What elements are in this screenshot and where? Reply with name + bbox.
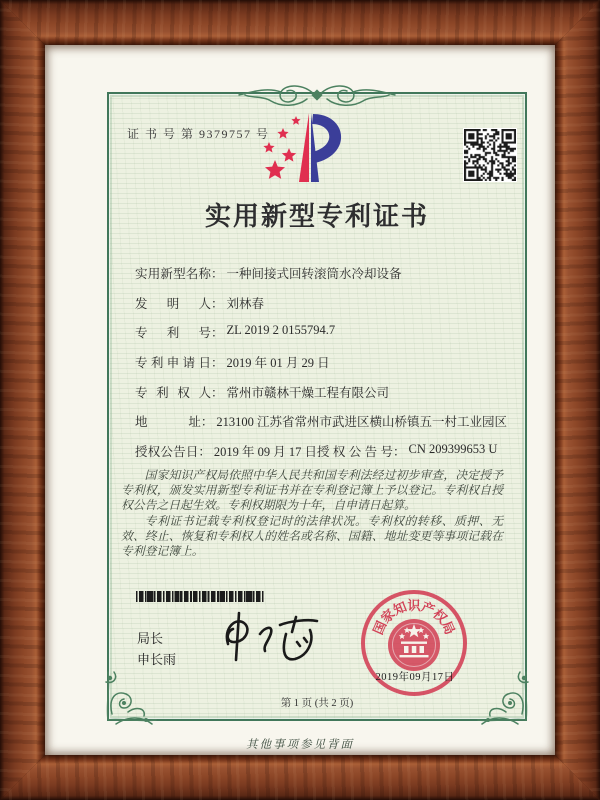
top-flourish-ornament [237,79,397,111]
legal-paragraph-2: 专利证书记载专利权登记时的法律状况。专利权的转移、质押、无效、终止、恢复和专利权人的姓名或名称、国籍、地址变更等事项记载在专利登记簿上。 [121,513,503,559]
legal-text [121,468,503,559]
svg-text:知: 知 [391,598,409,618]
page-number: 第 1 页 (共 2 页) [280,698,354,709]
national-emblem [388,619,440,671]
field-application-date: 专利申请日 ： 2019 年 01 月 29 日 [135,353,507,383]
field-value: 213100 江苏省常州市武进区横山桥镇五一村工业园区 [216,415,507,430]
barcode [136,591,264,602]
field-label: 地址 [135,415,201,430]
certificate-border-box [107,92,527,721]
signer-role: 局长 [137,631,164,646]
field-value: 常州市赣林干燥工程有限公司 [226,385,390,400]
certificate-number: 证 书 号 第 9379757 号 [127,127,270,141]
legal-paragraph-1: 国家知识产权局依照中华人民共和国专利法经过初步审查，决定授予专利权，颁发实用新型专利证书并在专利登记簿上予以登记。专利权自授权公告之日起生效。专利权期限为十年，自申请日起算。 [121,468,503,513]
signer-block [137,628,176,670]
svg-text:局: 局 [438,618,458,637]
field-patent-number: 专利号 ： ZL 2019 2 0155794.7 [135,323,336,341]
field-label: 授权公告日 [135,445,199,460]
field-utility-model-name: 实用新型名称 ： 一种间接式回转滚筒水冷却设备 [135,264,507,294]
picture-frame-bottom [0,755,600,800]
svg-text:国: 国 [370,618,390,637]
svg-text:权: 权 [430,606,450,626]
seal-date: 2019年09月17日 [375,672,455,683]
svg-text:识: 识 [407,598,421,613]
field-value: CN 209399653 U [408,442,498,457]
back-side-note: 其他事项参见背面 [246,739,354,751]
field-value: 2019 年 01 月 29 日 [226,356,330,371]
field-value: ZL 2019 2 0155794.7 [226,323,336,338]
field-value: 刘林春 [226,296,265,311]
qr-code [463,128,517,182]
cnipa-logo-icon [251,108,351,190]
field-label: 专利权人 [135,385,211,400]
field-value: 2019 年 09 月 17 日 [213,445,317,460]
field-value: 一种间接式回转滚筒水冷却设备 [226,267,402,281]
grant-date-pair: 授权公告日 ： 2019 年 09 月 17 日 [135,442,317,460]
field-label: 专利号 [135,326,211,341]
certificate-fields [135,264,507,472]
svg-text:产: 产 [419,598,437,618]
field-patentee: 专利权人 ： 常州市赣林干燥工程有限公司 [135,383,507,413]
svg-text:家: 家 [378,606,398,626]
field-label: 实用新型名称 [135,267,211,281]
picture-frame-right [555,0,600,800]
field-label: 发明人 [135,296,211,311]
handwritten-signature [214,608,334,668]
certificate-paper [45,45,555,755]
certificate-title: 实用新型专利证书 [204,202,429,231]
picture-frame-top [0,0,600,45]
field-label: 授权公告号 [317,445,393,460]
field-inventor: 发明人 ： 刘林春 [135,294,507,324]
field-label: 专利申请日 [135,356,211,371]
picture-frame-left [0,0,45,800]
grant-number-pair: 授权公告号 ： CN 209399653 U [317,442,498,460]
field-address: 地址 ： 213100 江苏省常州市武进区横山桥镇五一村工业园区 [135,412,507,442]
signer-name: 申长雨 [137,652,177,667]
